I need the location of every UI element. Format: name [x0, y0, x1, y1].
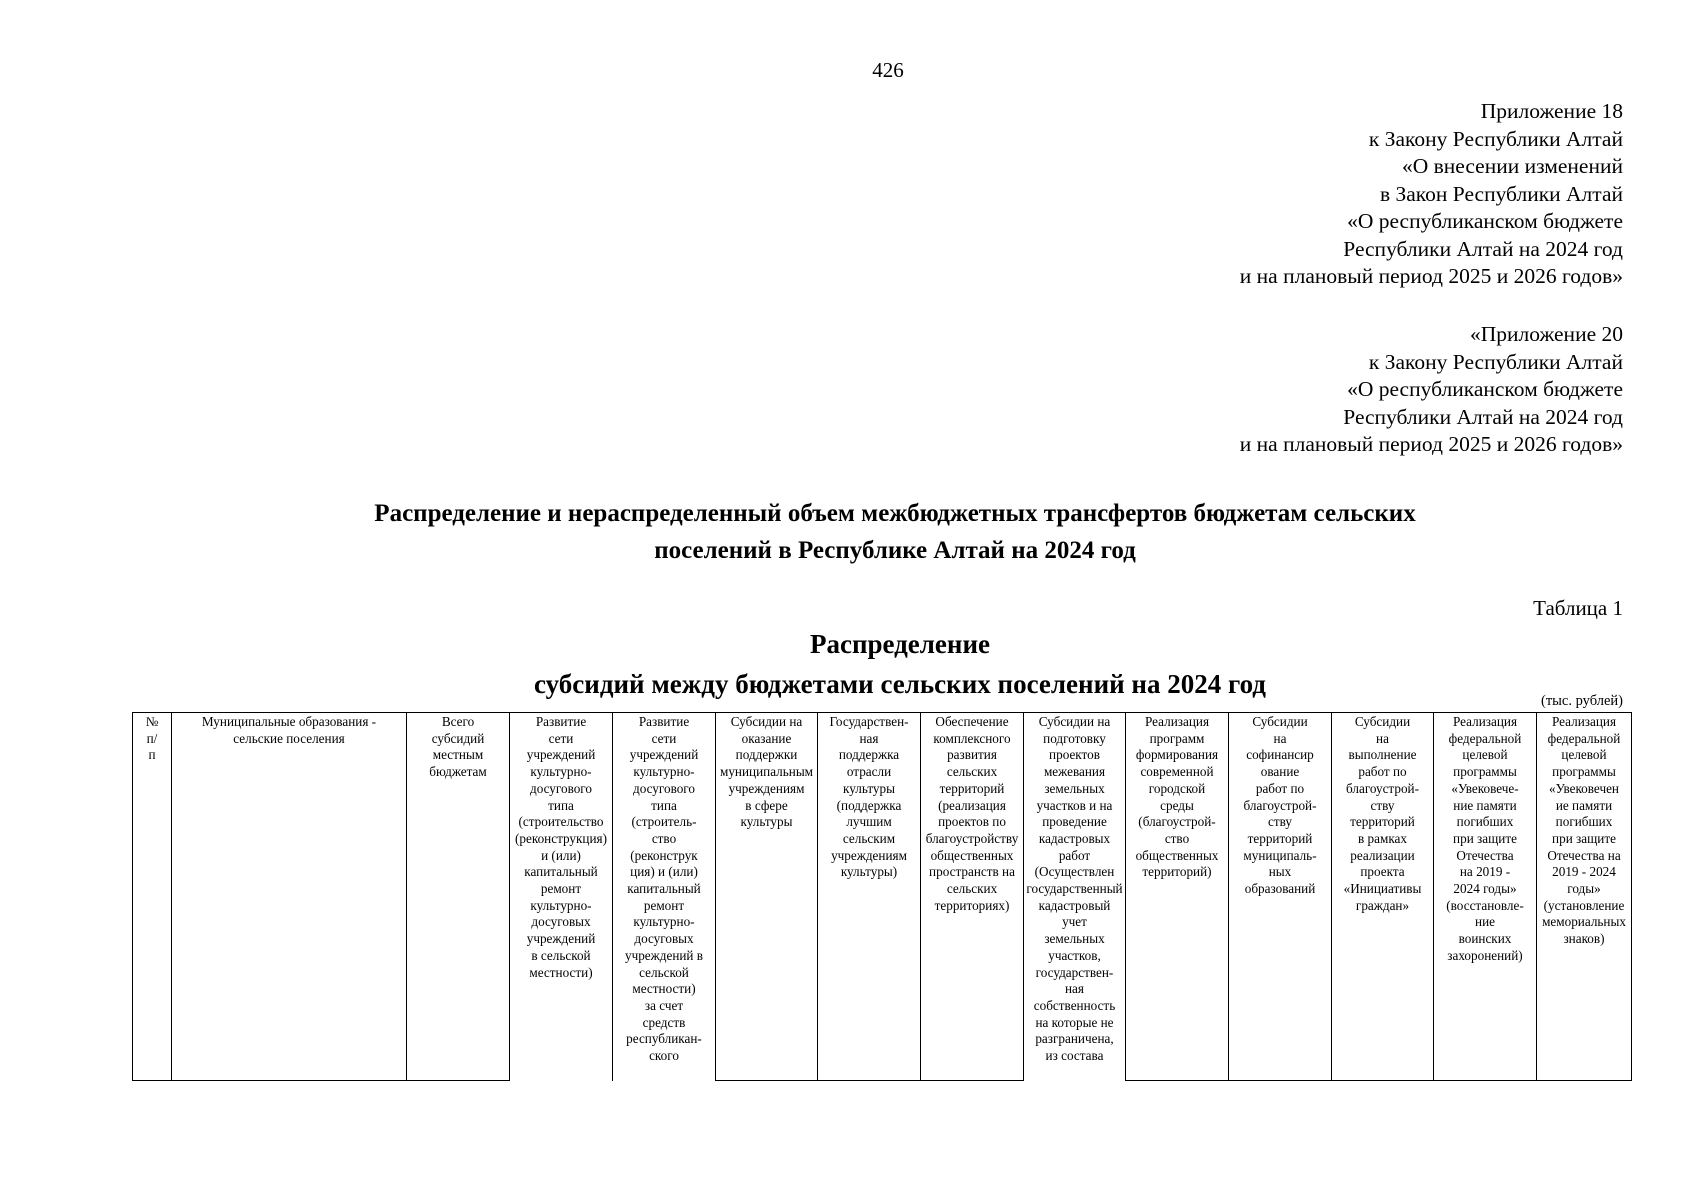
- column-header-culture-network-republican: Развитие сети учреждений культурно- досугового типа (строитель- ство (реконструк ция) и (или) капитальный ремонт культурно- досуговых учреждений в сельской местности) за счет средств республикан- ского: [613, 713, 716, 1081]
- appendix-line: «О республиканском бюджете: [1347, 377, 1623, 401]
- column-header-culture-support: Субсидии на оказание поддержки муниципальным учреждениям в сфере культуры: [716, 713, 818, 1081]
- subsidies-table: [132, 712, 1632, 1081]
- column-header-total: Всего субсидий местным бюджетам: [407, 713, 510, 1081]
- column-header-municipality: Муниципальные образования - сельские поселения: [172, 713, 407, 1081]
- column-header-land-survey: Субсидии на подготовку проектов межевания земельных участков и на проведение кадастровых работ (Осуществлен государственный кадастровый учет земельных участков, государствен- ная собственность на которые не разграничена, из состава: [1024, 713, 1126, 1081]
- appendix-line: Республики Алтай на 2024 год: [1343, 404, 1623, 429]
- document-title: [195, 495, 1595, 569]
- appendix-line: Приложение 18: [1480, 99, 1623, 123]
- appendix-line: к Закону Республики Алтай: [1368, 126, 1623, 151]
- document-title-line: Распределение и нераспределенный объем межбюджетных трансфертов бюджетам сельских: [374, 500, 1416, 527]
- appendix-line: и на плановый период 2025 и 2026 годов»: [1239, 264, 1623, 288]
- table-title: [440, 624, 1360, 704]
- appendix-line: в Закон Республики Алтай: [1379, 181, 1623, 206]
- units-label: (тыс. рублей): [1541, 693, 1623, 709]
- column-header-culture-network: Развитие сети учреждений культурно- досугового типа (строительство (реконструкция) и (или) капитальный ремонт культурно- досуговых учреждений в сельской местности): [510, 713, 613, 1081]
- column-header-memorial-burials: Реализация федеральной целевой программы «Увековече- ние памяти погибших при защите Отечества на 2019 - 2024 годы» (восстановле- ние воинских захоронений): [1434, 713, 1537, 1081]
- table-title-line: Распределение: [809, 629, 991, 659]
- appendix-20-header: [1240, 321, 1623, 459]
- appendix-line: Республики Алтай на 2024 год: [1343, 236, 1623, 261]
- appendix-line: «Приложение 20: [1469, 322, 1623, 346]
- column-header-citizen-initiatives: Субсидии на выполнение работ по благоустрой- ству территорий в рамках реализации проекта «Инициативы граждан»: [1332, 713, 1434, 1081]
- appendix-line: и на плановый период 2025 и 2026 годов»: [1239, 432, 1623, 456]
- page-number: 426: [872, 58, 904, 82]
- appendix-line: к Закону Республики Алтай: [1368, 349, 1623, 374]
- appendix-18-header: [1240, 98, 1623, 291]
- column-header-culture-state-support: Государствен- ная поддержка отрасли культуры (поддержка лучшим сельским учреждениям культуры): [818, 713, 921, 1081]
- appendix-line: «О республиканском бюджете: [1347, 209, 1623, 233]
- column-header-improvement-cofinancing: Субсидии на софинансир ование работ по благоустрой- ству территорий муниципаль- ных образований: [1229, 713, 1332, 1081]
- column-header-number: № п/ п: [133, 713, 172, 1081]
- table-header-row: [133, 713, 1632, 1081]
- column-header-rural-development: Обеспечение комплексного развития сельских территорий (реализация проектов по благоустройству общественных пространств на сельских территориях): [921, 713, 1024, 1081]
- table-label: Таблица 1: [1533, 596, 1623, 620]
- column-header-urban-environment: Реализация программ формирования современной городской среды (благоустрой- ство общественных территорий): [1126, 713, 1229, 1081]
- appendix-line: «О внесении изменений: [1401, 154, 1623, 178]
- table-title-line: субсидий между бюджетами сельских поселений на 2024 год: [534, 669, 1266, 699]
- document-title-line: поселений в Республике Алтай на 2024 год: [654, 537, 1136, 564]
- column-header-memorial-signs: Реализация федеральной целевой программы «Увековечен ие памяти погибших при защите Отечества на 2019 - 2024 годы» (установление мемориальных знаков): [1537, 713, 1632, 1081]
